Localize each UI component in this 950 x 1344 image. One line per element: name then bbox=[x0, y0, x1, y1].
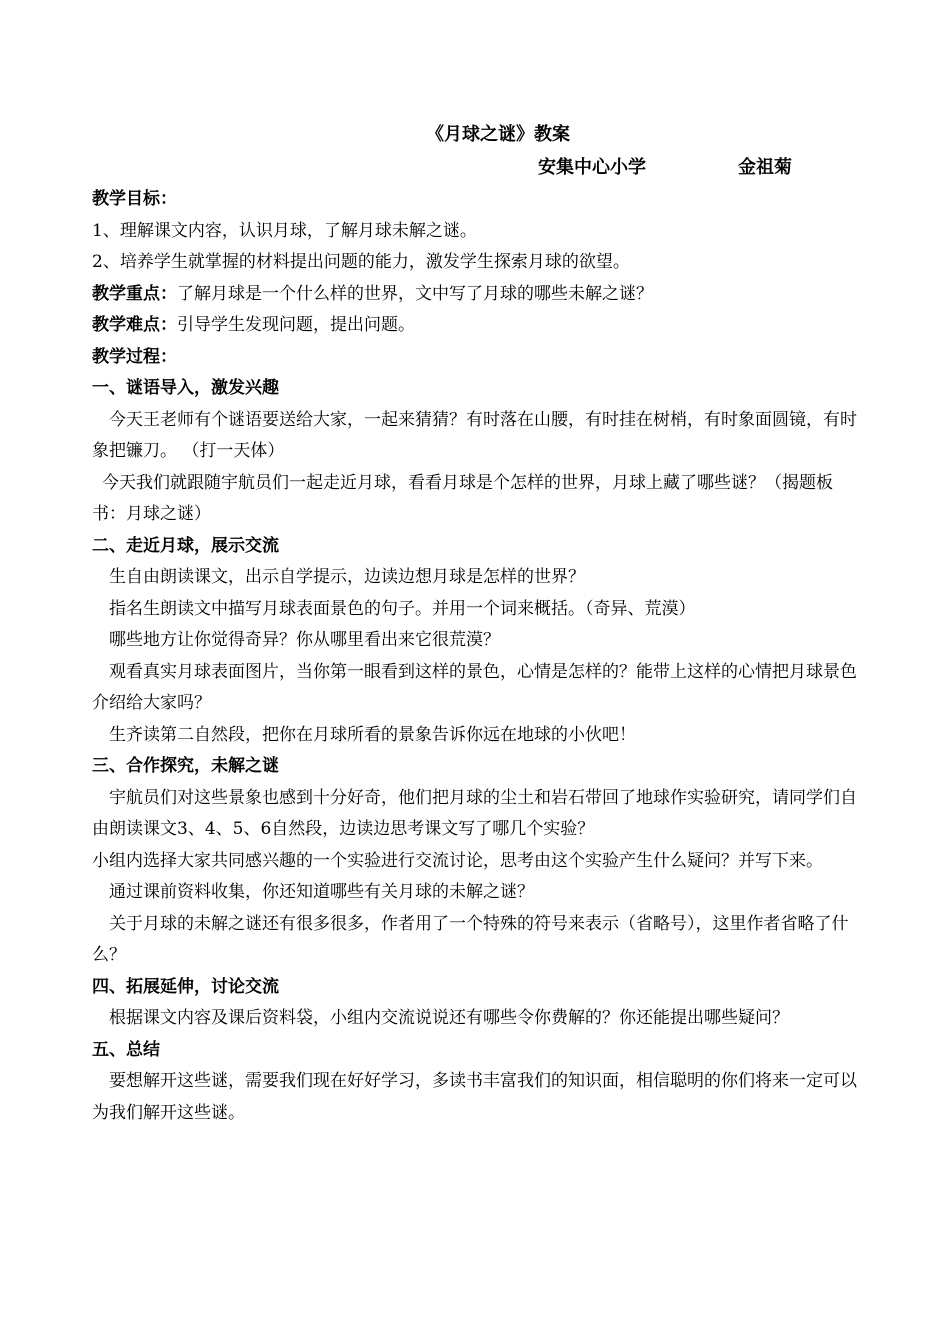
goal-item: 2、培养学生就掌握的材料提出问题的能力，激发学生探索月球的欲望。 bbox=[92, 252, 630, 272]
process-heading: 教学过程： bbox=[92, 346, 177, 367]
section-paragraph: 小组内选择大家共同感兴趣的一个实验进行交流讨论，思考由这个实验产生什么疑问？并写下来。 bbox=[92, 850, 823, 871]
section-paragraph: 宇航员们对这些景象也感到十分好奇，他们把月球的尘土和岩石带回了地球作实验研究，请同学们自由朗读课文3、4、5、6自然段，边读边思考课文写了哪几个实验？ bbox=[92, 787, 857, 839]
section-paragraph: 哪些地方让你觉得奇异？你从哪里看出来它很荒漠？ bbox=[109, 630, 500, 650]
section-paragraph: 观看真实月球表面图片，当你第一眼看到这样的景色，心情是怎样的？能带上这样的心情把月球景色介绍给大家吗？ bbox=[92, 661, 857, 713]
goals-heading: 教学目标： bbox=[92, 189, 177, 209]
document-body bbox=[92, 118, 864, 1129]
key-point-text: 了解月球是一个什么样的世界，文中写了月球的哪些未解之谜？ bbox=[177, 283, 653, 304]
section-paragraph: 生齐读第二自然段，把你在月球所看的景象告诉你远在地球的小伙吧！ bbox=[109, 724, 636, 745]
difficulty-label: 教学难点： bbox=[92, 315, 177, 335]
author-name: 金祖菊 bbox=[738, 157, 792, 178]
section-paragraph: 今天王老师有个谜语要送给大家，一起来猜猜？有时落在山腰，有时挂在树梢，有时象面圆镜，有时象把镰刀。 （打一天体） bbox=[92, 409, 857, 461]
section-paragraph: 通过课前资料收集，你还知道哪些有关月球的未解之谜？ bbox=[109, 882, 534, 902]
section-heading: 二、走近月球，展示交流 bbox=[92, 535, 279, 556]
author-line bbox=[92, 152, 864, 184]
section-heading: 一、谜语导入，激发兴趣 bbox=[92, 378, 279, 398]
key-point bbox=[92, 279, 864, 311]
section-heading: 三、合作探究，未解之谜 bbox=[92, 756, 279, 776]
section-paragraph: 生自由朗读课文，出示自学提示，边读边想月球是怎样的世界？ bbox=[109, 567, 585, 587]
section-paragraph: 根据课文内容及课后资料袋，小组内交流说说还有哪些令你费解的？你还能提出哪些疑问？ bbox=[109, 1008, 789, 1028]
section-heading: 五、总结 bbox=[92, 1039, 160, 1060]
section-paragraph: 要想解开这些谜，需要我们现在好好学习，多读书丰富我们的知识面，相信聪明的你们将来一定可以为我们解开这些谜。 bbox=[92, 1071, 857, 1123]
author-school: 安集中心小学 bbox=[538, 157, 646, 178]
page-title: 《月球之谜》教案 bbox=[426, 124, 570, 145]
section-paragraph: 指名生朗读文中描写月球表面景色的句子。并用一个词来概括。（奇异、荒漠） bbox=[109, 598, 696, 619]
key-point-label: 教学重点： bbox=[92, 283, 177, 304]
section-heading: 四、拓展延伸，讨论交流 bbox=[92, 976, 279, 997]
difficulty-text: 引导学生发现问题，提出问题。 bbox=[177, 315, 415, 335]
section-paragraph: 关于月球的未解之谜还有很多很多，作者用了一个特殊的符号来表示（省略号），这里作者省略了什么？ bbox=[92, 913, 849, 965]
section-paragraph: 今天我们就跟随宇航员们一起走近月球，看看月球是个怎样的世界，月球上藏了哪些谜？（揭题板书：月球之谜） bbox=[92, 472, 833, 524]
goal-item: 1、理解课文内容，认识月球，了解月球未解之谜。 bbox=[92, 220, 477, 241]
difficulty bbox=[92, 310, 864, 342]
